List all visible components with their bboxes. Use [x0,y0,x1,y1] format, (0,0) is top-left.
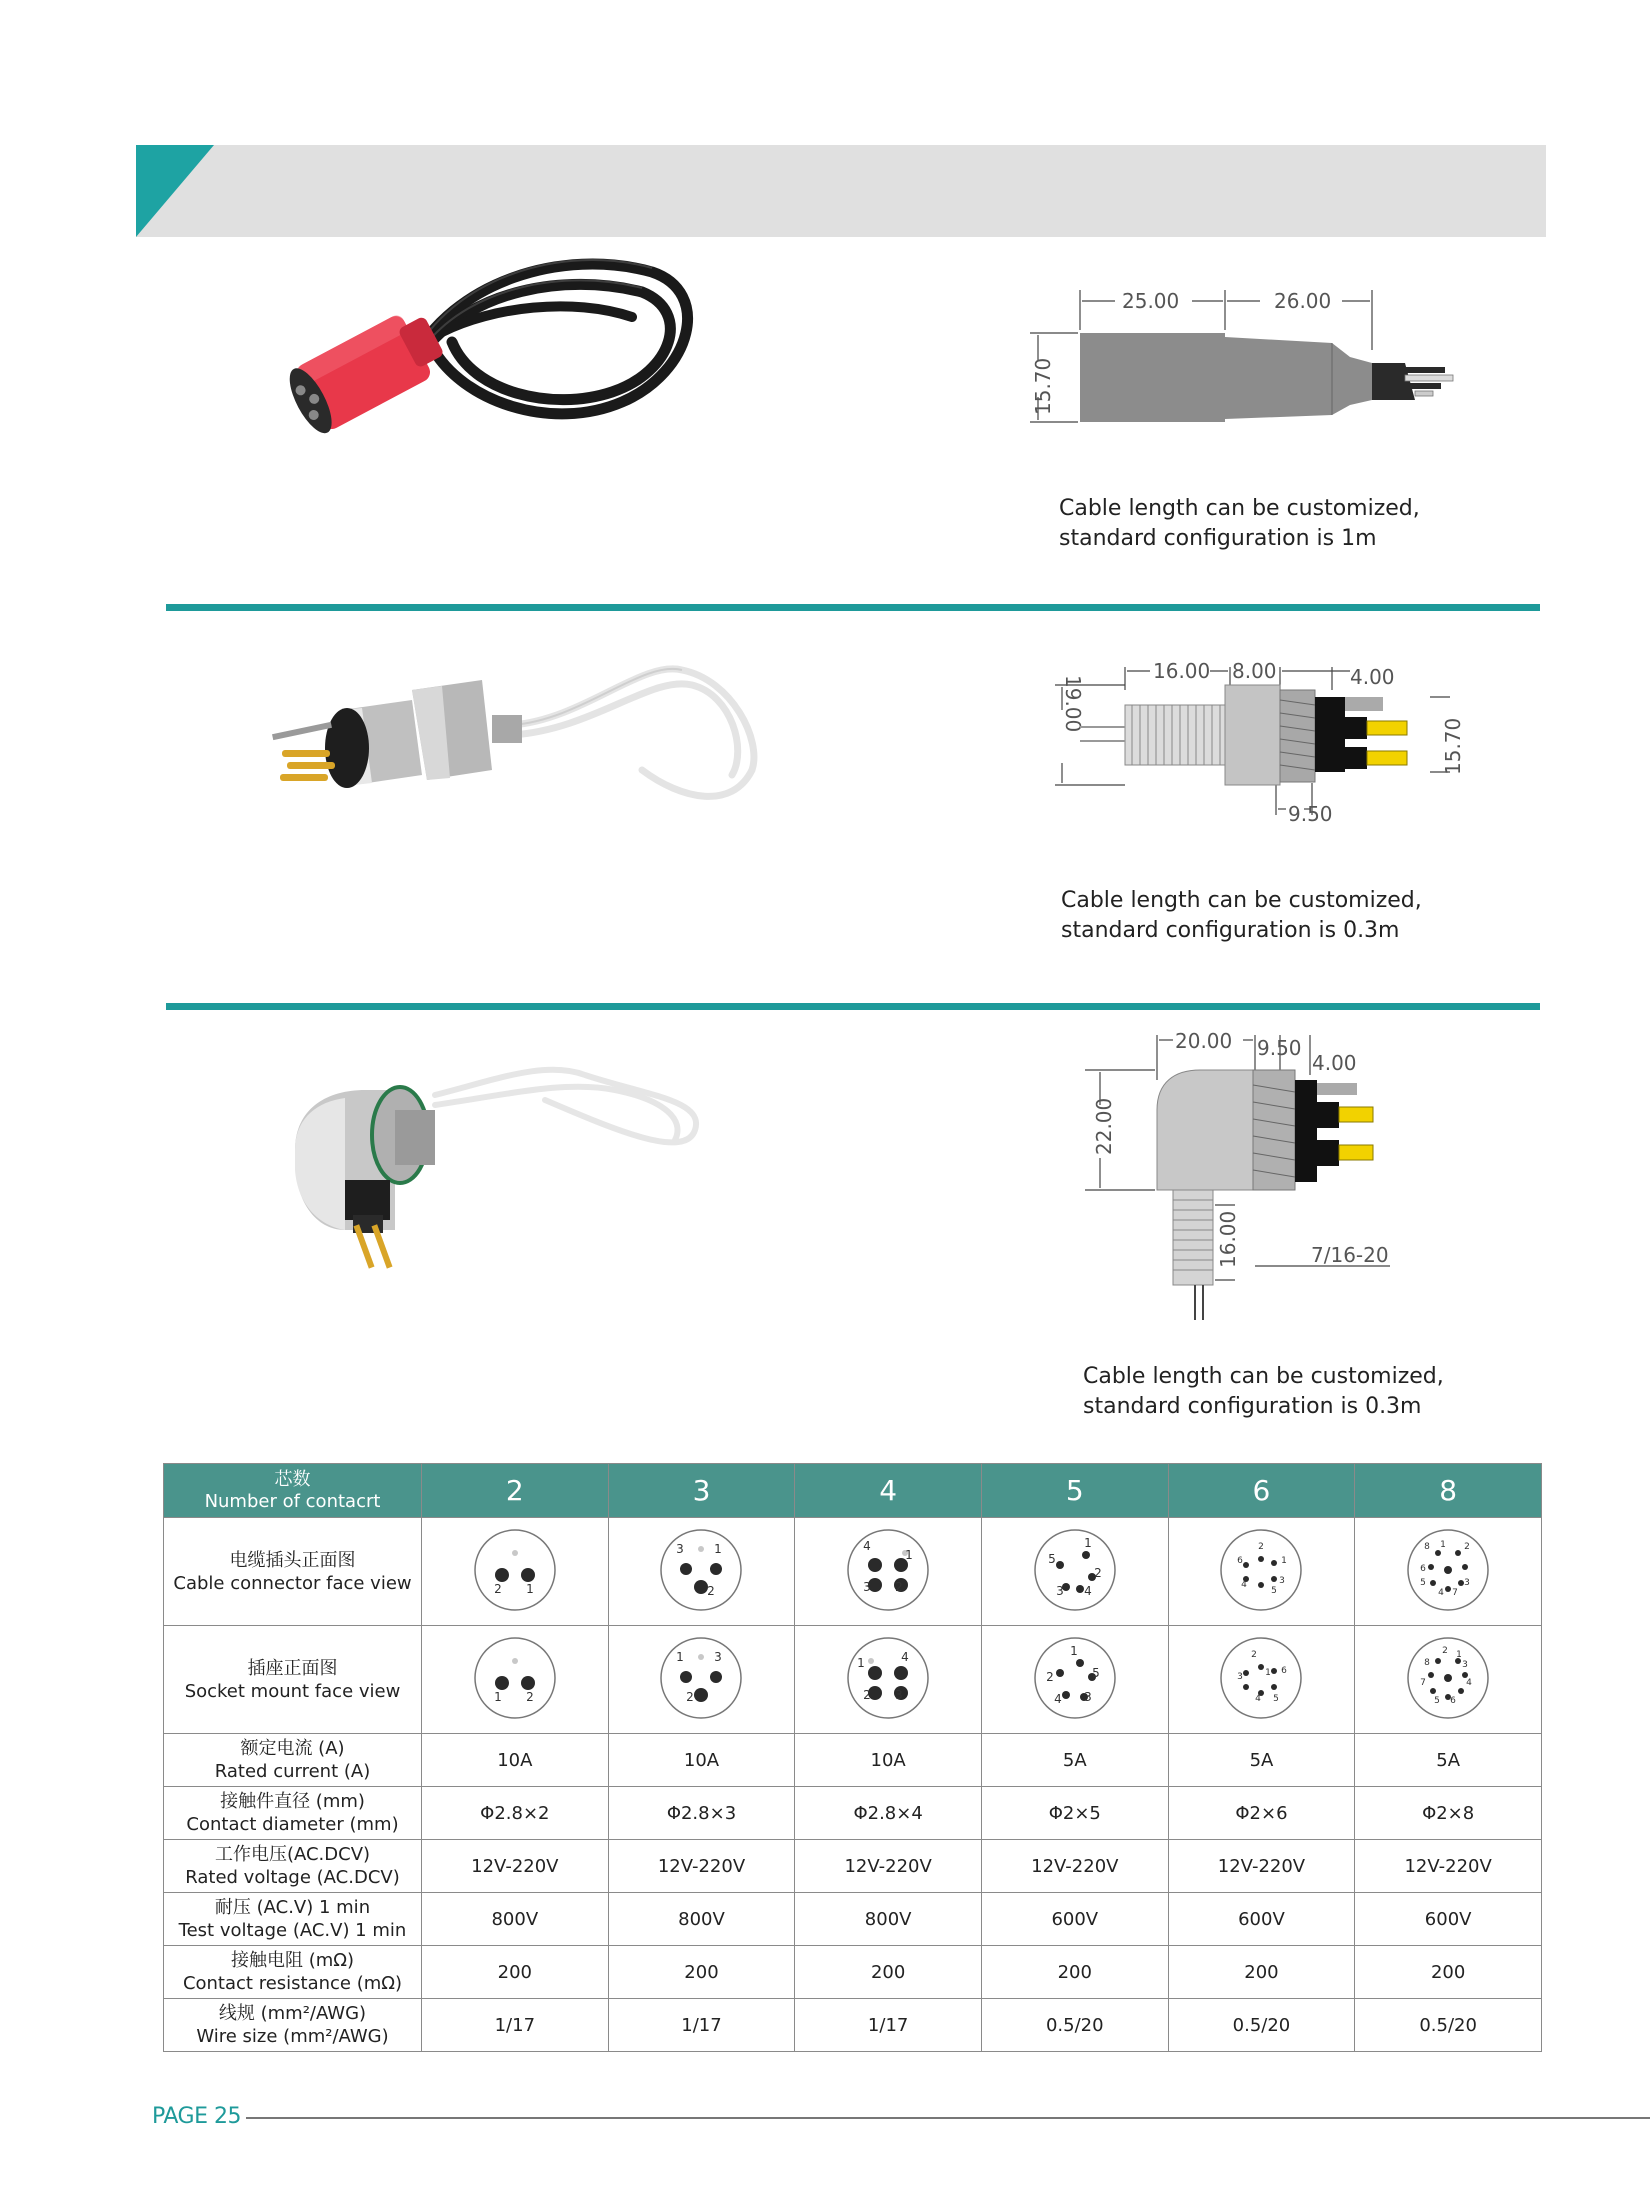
table-row-socket-face [164,1626,1542,1734]
key-mark [868,1658,874,1664]
table-cell: 10A [795,1734,982,1787]
pin-contact [1462,1564,1468,1570]
pin-contact [1455,1550,1461,1556]
row-label-cn: 接触件直径 (mm) [220,1791,365,1812]
pin-number-label: 3 [676,1541,685,1556]
table-cell: 10A [608,1734,795,1787]
pin-contact [1458,1688,1464,1694]
pin-number-label: 7 [1420,1677,1427,1688]
header-en: Number of contacrt [204,1490,381,1512]
table-cell: 0.5/20 [1168,1999,1355,2052]
dim-9-50-b: 9.50 [1257,1036,1302,1060]
table-cell: Φ2.8×3 [608,1787,795,1840]
dim-19: 19.00 [1061,675,1085,733]
table-cell: Φ2×5 [981,1787,1168,1840]
column-header: 4 [795,1464,982,1518]
key-mark [512,1550,518,1556]
column-header: 5 [981,1464,1168,1518]
table-header-row [164,1464,1542,1518]
face-cell [608,1626,795,1734]
dim-9-50: 9.50 [1288,802,1333,826]
pin-number-label: 7 [1452,1587,1459,1598]
pin-contact [1271,1684,1277,1690]
table-cell: Φ2×8 [1355,1787,1542,1840]
face-cell [981,1518,1168,1626]
pin-number-label: 1 [1083,1535,1092,1550]
table-cell: 800V [608,1893,795,1946]
pin-face-outline [1221,1638,1301,1718]
pin-contact [1435,1658,1441,1664]
pin-number-label: 5 [1271,1585,1278,1596]
pin-contact [680,1671,692,1683]
table-cell: 200 [795,1946,982,1999]
pin-number-label: 5 [1091,1665,1100,1680]
pin-contact [1271,1576,1277,1582]
pin-contact [868,1558,882,1572]
table-cell: 10A [422,1734,609,1787]
socket-face-diagram-3pin [656,1633,746,1723]
row-label-cn: 额定电流 (A) [240,1738,345,1759]
product-3-caption [1083,1362,1444,1422]
pin-number-label: 3 [863,1579,871,1594]
pin-contact [1271,1668,1277,1674]
pin-number-label: 1 [857,1655,865,1670]
table-cell: 12V-220V [422,1840,609,1893]
table-cell: 5A [981,1734,1168,1787]
pin-number-label: 8 [1424,1657,1431,1668]
pin-number-label: 3 [1279,1575,1286,1586]
socket-face-diagram-6pin [1216,1633,1306,1723]
row-label-cn: 工作电压(AC.DCV) [214,1844,371,1865]
table-cell: 800V [422,1893,609,1946]
cable-face-diagram-6pin [1216,1525,1306,1615]
pin-face-outline [475,1638,555,1718]
caption-line-2: standard configuration is 0.3m [1083,1394,1422,1419]
table-row [164,1734,1542,1787]
socket-face-diagram-2pin [470,1633,560,1723]
dim-7-16-20: 7/16-20 [1311,1243,1389,1267]
face-cell [1168,1626,1355,1734]
table-cell: Φ2.8×4 [795,1787,982,1840]
table-cell: 1/17 [795,1999,982,2052]
table-cell: 5A [1168,1734,1355,1787]
pin-contact [1243,1562,1249,1568]
table-cell: 200 [1168,1946,1355,1999]
pin-contact [1444,1674,1452,1682]
dim-16-b: 16.00 [1216,1210,1240,1268]
section-divider [166,604,1540,611]
row-label [164,1999,422,2052]
table-cell: 12V-220V [795,1840,982,1893]
face-cell [422,1518,609,1626]
row-label [164,1893,422,1946]
row-label [164,1626,422,1734]
pin-contact [1076,1585,1084,1593]
pin-number-label: 1 [676,1649,685,1664]
row-label-en: Contact resistance (mΩ) [182,1973,403,1994]
table-cell: 12V-220V [1355,1840,1542,1893]
pin-number-label: 1 [714,1541,723,1556]
pin-number-label: 2 [526,1689,534,1704]
pin-number-label: 8 [1424,1541,1431,1552]
caption-line-1: Cable length can be customized, [1059,496,1420,521]
pin-number-label: 1 [1265,1667,1272,1678]
pin-number-label: 2 [1464,1541,1471,1552]
row-label-en: Rated voltage (AC.DCV) [185,1867,400,1888]
pin-number-label: 3 [1055,1583,1064,1598]
pin-number-label: 2 [707,1583,716,1598]
table-cell: Φ2.8×2 [422,1787,609,1840]
pin-number-label: 6 [1237,1555,1244,1566]
pin-number-label: 5 [1420,1577,1427,1588]
cable-face-diagram-2pin [470,1525,560,1615]
pin-contact [868,1666,882,1680]
cable-face-diagram-5pin [1030,1525,1120,1615]
dim-26: 26.00 [1274,289,1332,313]
pin-contact [1082,1551,1090,1559]
dim-20: 20.00 [1175,1030,1233,1053]
pin-number-label: 1 [1069,1643,1078,1658]
pin-number-label: 1 [1440,1539,1447,1550]
pin-number-label: 2 [1258,1541,1265,1552]
pin-number-label: 1 [905,1547,913,1562]
pin-contact [1258,1582,1264,1588]
header-number-of-contacts [164,1464,422,1518]
pin-contact [1428,1672,1434,1678]
pin-number-label: 1 [494,1689,502,1704]
pin-number-label: 4 [1255,1693,1262,1704]
column-header: 6 [1168,1464,1355,1518]
pin-number-label: 3 [1462,1659,1469,1670]
face-cell [1355,1626,1542,1734]
caption-line-2: standard configuration is 1m [1059,526,1377,551]
dim-15-70-b: 15.70 [1441,717,1465,775]
face-cell [422,1626,609,1734]
pin-number-label: 1 [526,1581,534,1596]
pin-contact [495,1676,509,1690]
table-row [164,1999,1542,2052]
pin-number-label: 4 [1438,1587,1445,1598]
product-photo-bulkhead-connector [262,650,782,850]
pin-number-label: 2 [895,1579,903,1594]
product-2-caption [1061,886,1422,946]
table-cell: 600V [1355,1893,1542,1946]
pin-face-outline [1035,1530,1115,1610]
pin-contact [1458,1580,1464,1586]
table-row [164,1946,1542,1999]
header-cn: 芯数 [274,1468,311,1490]
pin-number-label: 6 [1281,1665,1288,1676]
cable-face-diagram-8pin [1403,1525,1493,1615]
table-cell: 12V-220V [1168,1840,1355,1893]
socket-face-diagram-8pin [1403,1633,1493,1723]
pin-face-outline [661,1530,741,1610]
page-number: PAGE 25 [152,2104,241,2129]
dimension-drawing-1 [1020,275,1500,435]
pin-contact [495,1568,509,1582]
caption-line-1: Cable length can be customized, [1083,1364,1444,1389]
pin-number-label: 4 [1466,1677,1473,1688]
socket-face-diagram-5pin [1030,1633,1120,1723]
table-cell: Φ2×6 [1168,1787,1355,1840]
pin-contact [1056,1669,1064,1677]
pin-face-outline [848,1530,928,1610]
row-label-en: Cable connector face view [173,1572,412,1594]
pin-number-label: 6 [1420,1563,1427,1574]
pin-number-label: 3 [1237,1671,1244,1682]
table-cell: 600V [1168,1893,1355,1946]
pin-contact [894,1666,908,1680]
pin-number-label: 3 [714,1649,723,1664]
pin-number-label: 2 [1045,1669,1054,1684]
pin-contact [1430,1688,1436,1694]
table-cell: 12V-220V [608,1840,795,1893]
pin-contact [1430,1580,1436,1586]
pin-contact [710,1563,722,1575]
table-cell: 200 [422,1946,609,1999]
section-divider [166,1003,1540,1010]
pin-contact [1428,1564,1434,1570]
row-label-en: Test voltage (AC.V) 1 min [178,1920,407,1941]
header-accent-triangle [136,145,216,237]
key-mark [698,1654,704,1660]
pin-number-label: 4 [901,1649,909,1664]
pin-contact [1076,1659,1084,1667]
face-cell [795,1626,982,1734]
cable-face-diagram-3pin [656,1525,746,1615]
caption-line-2: standard configuration is 0.3m [1061,918,1400,943]
pin-number-label: 5 [1434,1695,1441,1706]
socket-face-diagram-4pin [843,1633,933,1723]
row-label [164,1787,422,1840]
table-row [164,1840,1542,1893]
dim-16: 16.00 [1153,659,1211,683]
product-photo-right-angle-connector [285,1040,725,1280]
pin-face-outline [475,1530,555,1610]
table-cell: 200 [608,1946,795,1999]
pin-number-label: 3 [1464,1577,1471,1588]
face-cell [795,1518,982,1626]
table-cell: 200 [1355,1946,1542,1999]
dim-4: 4.00 [1350,665,1395,689]
cable-face-diagram-4pin [843,1525,933,1615]
table-row [164,1893,1542,1946]
dim-4-b: 4.00 [1312,1051,1357,1075]
pin-number-label: 2 [1251,1649,1258,1660]
pin-number-label: 2 [1442,1645,1449,1656]
table-cell: 0.5/20 [1355,1999,1542,2052]
row-label-cn: 接触电阻 (mΩ) [230,1950,355,1971]
pin-number-label: 2 [863,1687,871,1702]
pin-number-label: 5 [1273,1693,1280,1704]
dim-15-70: 15.70 [1031,357,1055,415]
row-label-en: Contact diameter (mm) [186,1814,399,1835]
pin-contact [1435,1550,1441,1556]
key-mark [698,1546,704,1552]
table-cell: 200 [981,1946,1168,1999]
row-label [164,1518,422,1626]
section-header-bar [136,145,1546,237]
pin-number-label: 4 [1053,1691,1062,1706]
column-header: 3 [608,1464,795,1518]
pin-contact [1062,1691,1070,1699]
caption-line-1: Cable length can be customized, [1061,888,1422,913]
pin-contact [1056,1561,1064,1569]
pin-number-label: 4 [1083,1583,1092,1598]
pin-contact [1258,1556,1264,1562]
pin-contact [1243,1670,1249,1676]
pin-number-label: 2 [494,1581,502,1596]
pin-number-label: 2 [686,1689,695,1704]
pin-face-outline [661,1638,741,1718]
pin-contact [694,1688,708,1702]
row-label-cn: 耐压 (AC.V) 1 min [214,1897,371,1918]
pin-number-label: 2 [1093,1565,1102,1580]
table-cell: 1/17 [422,1999,609,2052]
row-label-cn: 线规 (mm²/AWG) [218,2003,367,2024]
pin-number-label: 6 [1450,1695,1457,1706]
row-label-en: Socket mount face view [184,1680,401,1702]
pin-number-label: 5 [1047,1551,1056,1566]
table-row [164,1787,1542,1840]
product-1-caption [1059,494,1420,554]
face-cell [1355,1518,1542,1626]
table-cell: 1/17 [608,1999,795,2052]
table-cell: 12V-220V [981,1840,1168,1893]
table-cell: 5A [1355,1734,1542,1787]
row-label-en: Wire size (mm²/AWG) [196,2026,389,2047]
dim-25: 25.00 [1122,289,1180,313]
row-label-cn: 插座正面图 [247,1657,338,1679]
face-cell [981,1626,1168,1734]
pin-contact [1243,1684,1249,1690]
pin-number-label: 3 [895,1687,903,1702]
table-row-cable-face [164,1518,1542,1626]
row-label [164,1734,422,1787]
row-label-en: Rated current (A) [214,1761,371,1782]
pin-number-label: 4 [1241,1579,1248,1590]
pin-face-outline [848,1638,928,1718]
row-label [164,1946,422,1999]
face-cell [608,1518,795,1626]
face-cell [1168,1518,1355,1626]
pin-contact [1258,1664,1264,1670]
pin-contact [521,1568,535,1582]
table-cell: 800V [795,1893,982,1946]
pin-contact [1444,1566,1452,1574]
dim-8: 8.00 [1232,659,1277,683]
pin-contact [1271,1560,1277,1566]
pin-contact [710,1671,722,1683]
dimension-drawing-3 [1085,1030,1415,1325]
key-mark [512,1658,518,1664]
pin-contact [521,1676,535,1690]
pin-number-label: 1 [1456,1649,1463,1660]
dimension-drawing-2 [1050,655,1480,830]
pin-number-label: 3 [1083,1689,1092,1704]
column-header: 2 [422,1464,609,1518]
product-photo-cable-plug [262,252,702,462]
spec-table [163,1463,1542,2052]
row-label-cn: 电缆插头正面图 [229,1549,356,1571]
pin-number-label: 1 [1281,1555,1288,1566]
pin-contact [680,1563,692,1575]
row-label [164,1840,422,1893]
pin-contact [694,1580,708,1594]
table-cell: 0.5/20 [981,1999,1168,2052]
pin-number-label: 4 [863,1538,871,1553]
table-cell: 600V [981,1893,1168,1946]
column-header: 8 [1355,1464,1542,1518]
pin-contact [1445,1586,1451,1592]
dim-22: 22.00 [1092,1097,1116,1155]
footer-rule [246,2117,1650,2119]
